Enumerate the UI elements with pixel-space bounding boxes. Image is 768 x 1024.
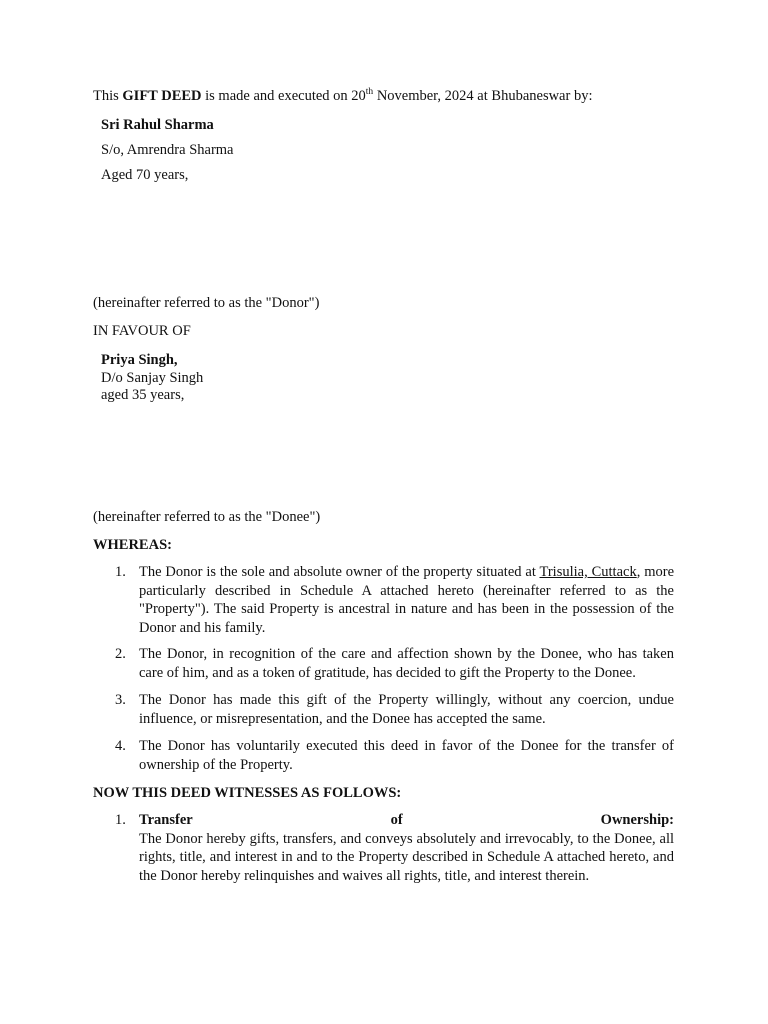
list-item: The Donor is the sole and absolute owner of the property situated at Trisulia, Cuttack, more particularly described in Schedule A attached hereto (hereinafter referred to as the "Property"). The said Property is ancestral in nature and has been in the possession of the Donor and his family.	[139, 564, 675, 636]
donee-name: Priya Singh,	[101, 352, 178, 368]
deed-title: GIFT DEED	[122, 88, 202, 104]
day-suffix: th	[365, 87, 374, 98]
whereas-heading: WHEREAS:	[93, 537, 172, 553]
list-item: The Donor, in recognition of the care and affection shown by the Donee, who has taken care of him, and as a token of gratitude, has decided to gift the Property to the Donee.	[139, 646, 674, 681]
donee-age: aged 35 years,	[101, 387, 185, 403]
witnesses-heading: NOW THIS DEED WITNESSES AS FOLLOWS:	[93, 785, 402, 801]
list-item-number: 3.	[115, 692, 126, 708]
donor-name: Sri Rahul Sharma	[101, 117, 214, 133]
donee-relation: D/o Sanjay Singh	[101, 370, 204, 386]
clause-title: Transfer of Ownership:	[139, 812, 674, 828]
in-favour-of: IN FAVOUR OF	[93, 323, 191, 339]
list-item-number: 2.	[115, 646, 126, 662]
list-item-number: 1.	[115, 812, 126, 828]
list-item: The Donor has made this gift of the Property willingly, without any coercion, undue influence, or misrepresentation, and the Donee has accepted the same.	[139, 692, 674, 727]
donor-age: Aged 70 years,	[101, 167, 189, 183]
property-location: Trisulia, Cuttack	[539, 564, 637, 580]
intro-suffix: November, 2024 at Bhubaneswar by:	[373, 88, 593, 104]
donor-relation: S/o, Amrendra Sharma	[101, 142, 234, 158]
list-item: The Donor has voluntarily executed this deed in favor of the Donee for the transfer of ownership of the Property.	[139, 738, 674, 773]
intro-middle: is made and executed on 20	[201, 88, 366, 104]
clause-text: The Donor hereby gifts, transfers, and conveys absolutely and irrevocably, to the Donee, all rights, title, and interest in and to the Property described in Schedule A attached hereto, and the Donor hereby relinquishes and waives all rights, title, and interest therein.	[139, 830, 674, 884]
list-item-number: 4.	[115, 738, 126, 754]
intro-prefix: This	[93, 88, 123, 104]
donor-referred: (hereinafter referred to as the "Donor")	[93, 295, 320, 311]
list-item-number: 1.	[115, 564, 126, 580]
donee-referred: (hereinafter referred to as the "Donee")	[93, 509, 321, 525]
list-item	[139, 811, 674, 885]
deed-intro	[93, 87, 592, 106]
